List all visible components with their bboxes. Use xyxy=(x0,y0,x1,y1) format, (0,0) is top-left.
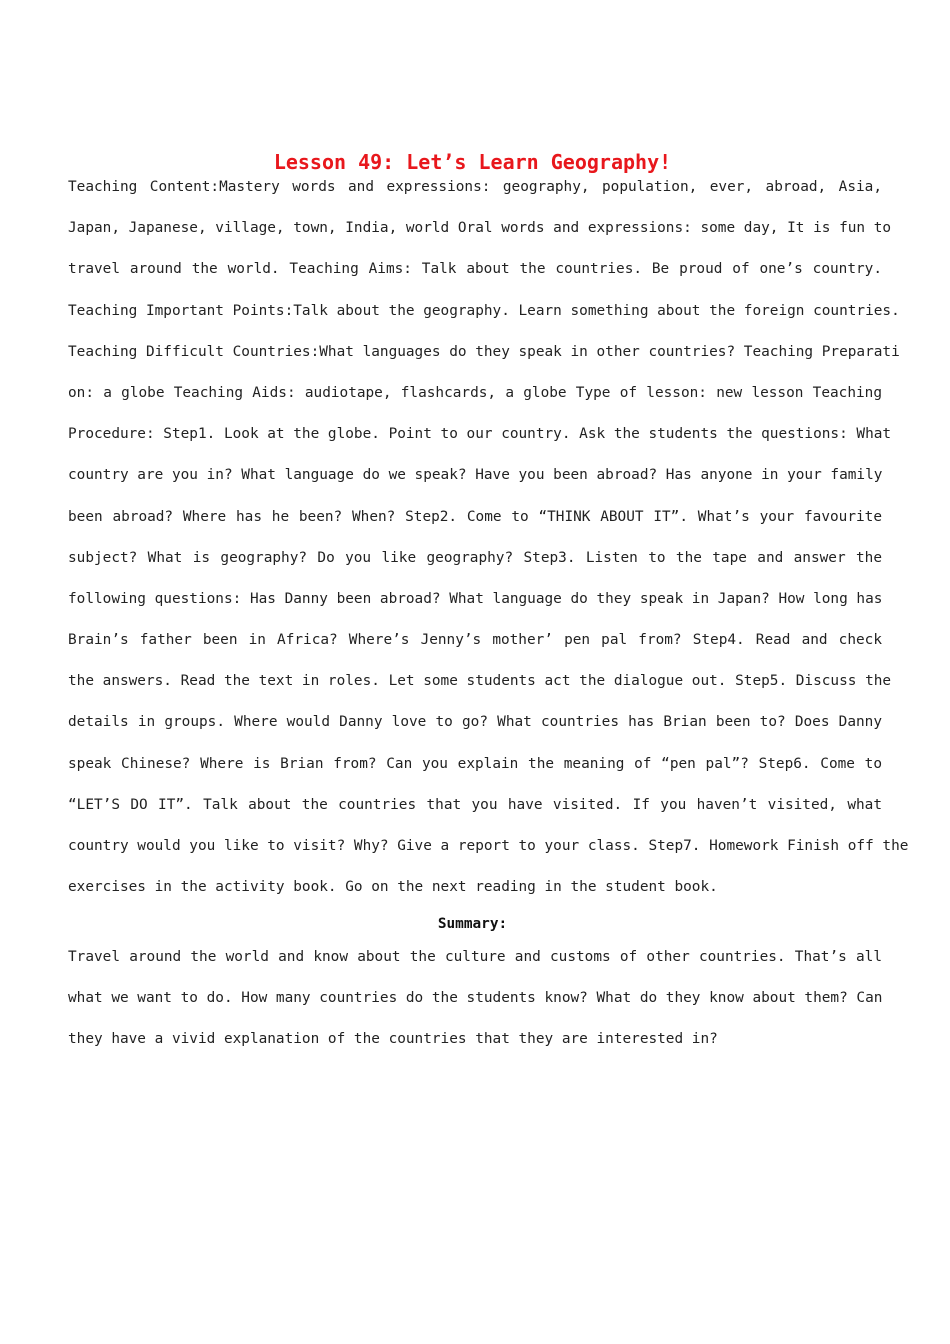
summary-line: they have a vivid explanation of the countries that they are interested in? xyxy=(68,1031,718,1048)
body-line: on: a globe Teaching Aids: audiotape, flashcards, a globe Type of lesson: new lesson Teaching xyxy=(68,384,882,401)
body-line: Teaching Difficult Countries:What languages do they speak in other countries? Teaching Preparati xyxy=(68,343,900,360)
body-line: subject? What is geography? Do you like geography? Step3. Listen to the tape and answer the xyxy=(68,549,882,566)
body-line: exercises in the activity book. Go on the next reading in the student book. xyxy=(68,879,718,896)
body-line: Teaching Important Points:Talk about the geography. Learn something about the foreign countries. xyxy=(68,302,900,319)
body-line: Brain’s father been in Africa? Where’s Jenny’s mother’ pen pal from? Step4. Read and check xyxy=(68,632,882,649)
body-line: “LET’S DO IT”. Talk about the countries that you have visited. If you haven’t visited, what xyxy=(68,796,882,813)
body-line: country are you in? What language do we speak? Have you been abroad? Has anyone in your family xyxy=(68,467,883,484)
body-line: the answers. Read the text in roles. Let some students act the dialogue out. Step5. Discuss the xyxy=(68,673,892,690)
body-line: following questions: Has Danny been abroad? What language do they speak in Japan? How long has xyxy=(68,590,883,607)
body-line: been abroad? Where has he been? When? Step2. Come to “THINK ABOUT IT”. What’s your favourite xyxy=(68,508,882,525)
body-line: Teaching Content:Mastery words and expressions: geography, population, ever, abroad, Asia, xyxy=(68,179,882,195)
summary-line: Travel around the world and know about the culture and customs of other countries. That’s all xyxy=(68,949,882,965)
body-line: Japan, Japanese, village, town, India, world Oral words and expressions: some day, It is fun to xyxy=(68,220,892,237)
summary-line: what we want to do. How many countries do the students know? What do they know about them? Can xyxy=(68,990,883,1007)
body-line: speak Chinese? Where is Brian from? Can you explain the meaning of “pen pal”? Step6. Come to xyxy=(68,755,882,772)
body-line: country would you like to visit? Why? Give a report to your class. Step7. Homework Finish off the xyxy=(68,838,909,854)
body-line: Procedure: Step1. Look at the globe. Point to our country. Ask the students the questions: What xyxy=(68,426,892,443)
summary-body xyxy=(68,947,882,1071)
body-line: details in groups. Where would Danny love to go? What countries has Brian been to? Does Danny xyxy=(68,714,882,731)
lesson-body xyxy=(68,177,909,918)
body-line: travel around the world. Teaching Aims: Talk about the countries. Be proud of one’s country. xyxy=(68,261,882,278)
lesson-title: Lesson 49: Let’s Learn Geography! xyxy=(273,150,672,174)
summary-heading: Summary: xyxy=(437,916,508,932)
